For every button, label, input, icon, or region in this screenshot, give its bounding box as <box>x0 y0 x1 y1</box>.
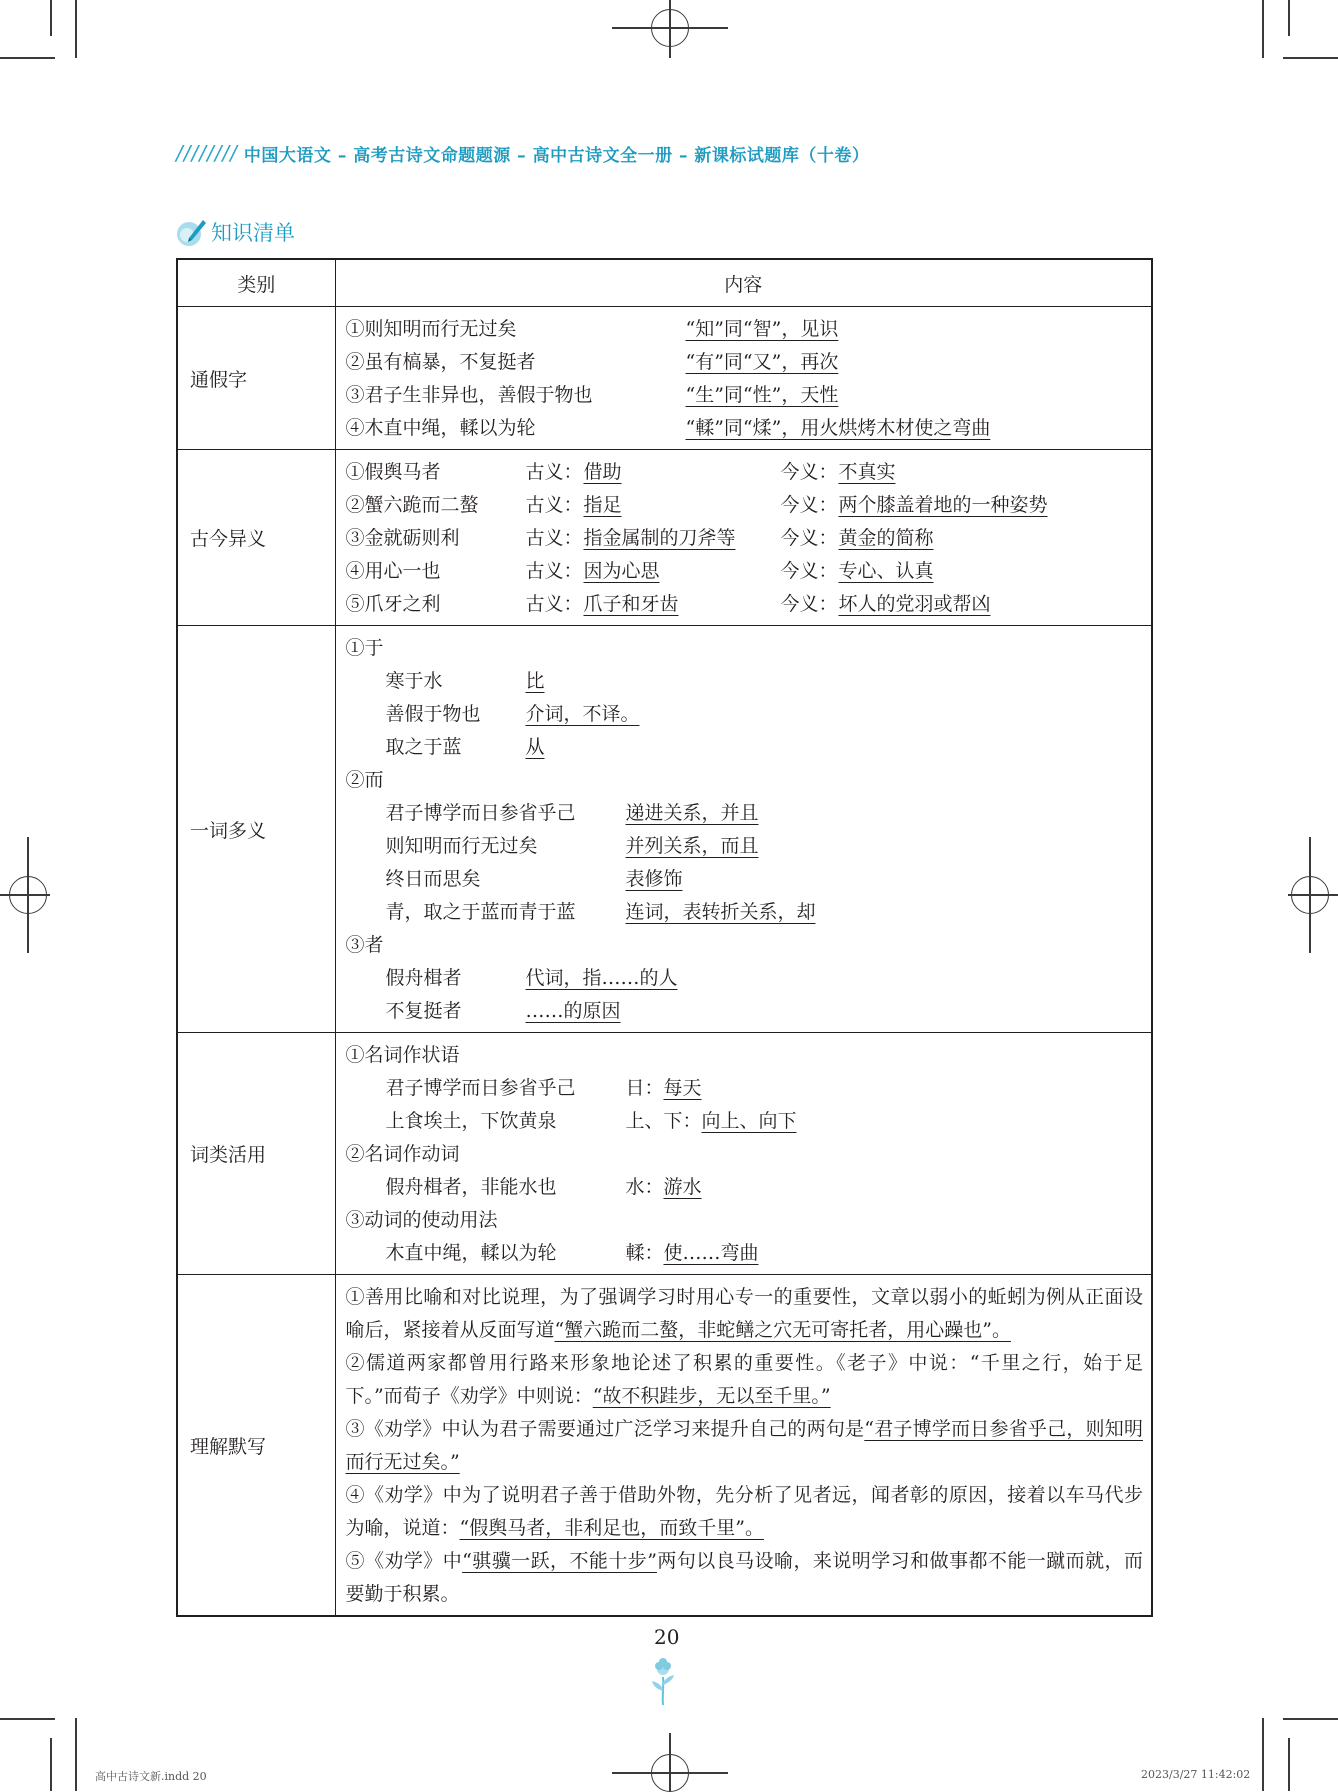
gu-meaning: 借助 <box>583 461 622 483</box>
paragraph-text: ②儒道两家都曾用行路来形象地论述了积累的重要性。《老子》中说：“千里之行，始于足下。”而荀子《劝学》中则说： <box>345 1352 1143 1407</box>
header-content: 内容 <box>335 259 1152 307</box>
crop-mark <box>0 57 55 59</box>
sentence: ①假舆马者 <box>345 461 441 483</box>
crop-mark <box>50 1738 52 1791</box>
list-item <box>346 313 1152 346</box>
footer-filename: 高中古诗文新.indd 20 <box>95 1770 207 1783</box>
jin-label: 今义： <box>780 560 838 582</box>
category-cell: 词类活用 <box>177 1033 335 1275</box>
sentence: ④木直中绳，輮以为轮 <box>345 417 536 439</box>
list-item <box>346 1237 1152 1270</box>
sentence: 假舟楫者 <box>385 967 462 989</box>
sentence: 上食埃土，下饮黄泉 <box>385 1110 557 1132</box>
gu-label: 古义： <box>525 527 583 549</box>
jin-meaning: 坏人的党羽或帮凶 <box>838 593 991 615</box>
content-cell <box>335 1033 1152 1275</box>
gu-label: 古义： <box>525 560 583 582</box>
answer-text: “假舆马者，非利足也，而致千里”。 <box>459 1517 764 1539</box>
meaning: 代词，指……的人 <box>525 967 678 989</box>
list-item <box>346 412 1152 445</box>
registration-line <box>27 837 29 953</box>
meaning: 递进关系，并且 <box>625 802 759 824</box>
jin-meaning: 专心、认真 <box>838 560 934 582</box>
sentence: 善假于物也 <box>385 703 481 725</box>
footer-timestamp: 2023/3/27 11:42:02 <box>1141 1768 1251 1781</box>
list-item <box>346 456 1152 489</box>
meaning: 比 <box>525 670 545 692</box>
pen-bubble-icon <box>175 216 207 248</box>
group-head: ③动词的使动用法 <box>345 1209 498 1231</box>
key-word: 水： <box>625 1176 664 1198</box>
registration-line <box>1288 894 1338 896</box>
crop-mark <box>75 0 77 58</box>
jin-meaning: 两个膝盖着地的一种姿势 <box>838 494 1048 516</box>
sentence: 木直中绳，輮以为轮 <box>385 1242 557 1264</box>
crop-mark <box>50 0 52 36</box>
sentence: 终日而思矣 <box>385 868 481 890</box>
key-word: 日： <box>625 1077 664 1099</box>
paragraph-text: ⑤《劝学》中 <box>345 1550 463 1572</box>
header-category: 类别 <box>177 259 335 307</box>
jin-label: 今义： <box>780 527 838 549</box>
meaning: 并列关系，而且 <box>625 835 759 857</box>
meaning: 使……弯曲 <box>663 1242 759 1264</box>
category-cell: 一词多义 <box>177 626 335 1033</box>
list-item <box>346 1171 1152 1204</box>
list-item <box>346 1072 1152 1105</box>
sentence: 不复挺者 <box>385 1000 462 1022</box>
answer-text: “君子博学而日参省乎己，则知明而行无过矣。” <box>345 1418 1143 1473</box>
sentence: 取之于蓝 <box>385 736 462 758</box>
annotation: “生”同“性”，天性 <box>685 384 839 406</box>
meaning: ……的原因 <box>525 1000 621 1022</box>
header-title: 中国大语文 – 高考古诗文命题题源 – 高中古诗文全一册 – 新课标试题库（十卷） <box>243 145 870 166</box>
section-title <box>175 215 295 249</box>
list-item <box>346 1105 1152 1138</box>
group-head: ②而 <box>345 769 384 791</box>
list-item <box>346 698 1152 731</box>
meaning: 介词，不译。 <box>525 703 640 725</box>
content-cell <box>335 307 1152 450</box>
registration-line <box>669 0 671 58</box>
sentence: ②虽有槁暴，不复挺者 <box>345 351 536 373</box>
crop-mark <box>1288 0 1290 36</box>
paragraph-text: ③《劝学》中认为君子需要通过广泛学习来提升自己的两句是 <box>345 1418 865 1440</box>
list-item <box>346 995 1152 1028</box>
group-head: ①名词作状语 <box>345 1044 460 1066</box>
list-item <box>346 346 1152 379</box>
meaning: 游水 <box>663 1176 702 1198</box>
content-cell <box>335 450 1152 626</box>
jin-label: 今义： <box>780 461 838 483</box>
crop-mark <box>1283 1718 1338 1720</box>
meaning: 向上、向下 <box>701 1110 797 1132</box>
gu-label: 古义： <box>525 593 583 615</box>
meaning: 表修饰 <box>625 868 683 890</box>
paragraph-text: 两句以良马设喻，来说明学习和做事都不能一蹴而就，而要勤于积累。 <box>345 1550 1143 1605</box>
crop-mark <box>0 1718 55 1720</box>
list-item <box>346 896 1152 929</box>
paragraph <box>346 1281 1152 1347</box>
row-gujin <box>177 450 1152 626</box>
group-head: ②名词作动词 <box>345 1143 460 1165</box>
registration-line <box>1309 837 1311 953</box>
category-cell: 通假字 <box>177 307 335 450</box>
list-item <box>346 588 1152 621</box>
list-item <box>346 731 1152 764</box>
knowledge-table <box>176 258 1153 1617</box>
group-head: ①于 <box>345 637 384 659</box>
list-item <box>346 962 1152 995</box>
content-cell <box>335 626 1152 1033</box>
sentence: ④用心一也 <box>345 560 441 582</box>
sentence: ①则知明而行无过矣 <box>345 318 517 340</box>
crop-mark <box>1288 1738 1290 1791</box>
gu-meaning: 指足 <box>583 494 622 516</box>
category-cell: 古今异义 <box>177 450 335 626</box>
crop-mark <box>1262 0 1264 58</box>
sentence: ②蟹六跪而二螯 <box>345 494 479 516</box>
gu-meaning: 因为心思 <box>583 560 660 582</box>
key-word: 輮： <box>625 1242 664 1264</box>
group-head: ③者 <box>345 934 384 956</box>
list-item <box>346 665 1152 698</box>
sentence: 君子博学而日参省乎己 <box>385 1077 576 1099</box>
answer-text: “骐骥一跃，不能十步” <box>462 1550 657 1572</box>
sentence: ③金就砺则利 <box>345 527 460 549</box>
list-item <box>346 797 1152 830</box>
list-item <box>346 379 1152 412</box>
flower-icon <box>648 1655 678 1707</box>
list-item <box>346 830 1152 863</box>
annotation: “輮”同“煣”，用火烘烤木材使之弯曲 <box>685 417 991 439</box>
sentence: 青，取之于蓝而青于蓝 <box>385 901 576 923</box>
paragraph-text: ④《劝学》中为了说明君子善于借助外物，先分析了见者远，闻者彰的原因，接着以车马代步为喻，说道： <box>345 1484 1143 1539</box>
registration-line <box>669 1733 671 1791</box>
row-tongjia <box>177 307 1152 450</box>
row-yici <box>177 626 1152 1033</box>
registration-line <box>0 894 50 896</box>
jin-label: 今义： <box>780 593 838 615</box>
header-slashes: //////// <box>176 141 238 165</box>
paragraph <box>346 1545 1152 1611</box>
list-item <box>346 489 1152 522</box>
paragraph <box>346 1479 1152 1545</box>
paragraph <box>346 1413 1152 1479</box>
annotation: “有”同“又”，再次 <box>685 351 839 373</box>
crop-mark <box>1283 57 1338 59</box>
paragraph <box>346 1347 1152 1413</box>
page-number: 20 <box>654 1625 680 1649</box>
sentence: 假舟楫者，非能水也 <box>385 1176 557 1198</box>
list-item <box>346 555 1152 588</box>
section-label: 知识清单 <box>211 221 295 245</box>
sentence: ⑤爪牙之利 <box>345 593 441 615</box>
answer-text: “故不积跬步，无以至千里。” <box>592 1385 831 1407</box>
sentence: 君子博学而日参省乎己 <box>385 802 576 824</box>
table-header-row <box>177 259 1152 307</box>
meaning: 每天 <box>663 1077 702 1099</box>
gu-meaning: 爪子和牙齿 <box>583 593 679 615</box>
jin-label: 今义： <box>780 494 838 516</box>
meaning: 连词，表转折关系，却 <box>625 901 816 923</box>
content-cell <box>335 1275 1152 1617</box>
key-word: 上、下： <box>625 1110 702 1132</box>
gu-label: 古义： <box>525 494 583 516</box>
jin-meaning: 黄金的简称 <box>838 527 934 549</box>
answer-text: “蟹六跪而二螯，非蛇鳝之穴无可寄托者，用心躁也”。 <box>554 1319 1011 1341</box>
list-item <box>346 522 1152 555</box>
sentence: 寒于水 <box>385 670 443 692</box>
gu-meaning: 指金属制的刀斧等 <box>583 527 736 549</box>
crop-mark <box>1262 1718 1264 1791</box>
row-lijie <box>177 1275 1152 1617</box>
sentence: 则知明而行无过矣 <box>385 835 538 857</box>
category-cell: 理解默写 <box>177 1275 335 1617</box>
crop-mark <box>75 1718 77 1791</box>
running-header <box>176 138 1076 168</box>
meaning: 从 <box>525 736 545 758</box>
row-cilei <box>177 1033 1152 1275</box>
jin-meaning: 不真实 <box>838 461 896 483</box>
gu-label: 古义： <box>525 461 583 483</box>
list-item <box>346 863 1152 896</box>
sentence: ③君子生非异也，善假于物也 <box>345 384 593 406</box>
annotation: “知”同“智”，见识 <box>685 318 839 340</box>
paragraph-text: ①善用比喻和对比说理，为了强调学习时用心专一的重要性，文章以弱小的蚯蚓为例从正面设喻后，紧接着从反面写道 <box>345 1286 1143 1341</box>
